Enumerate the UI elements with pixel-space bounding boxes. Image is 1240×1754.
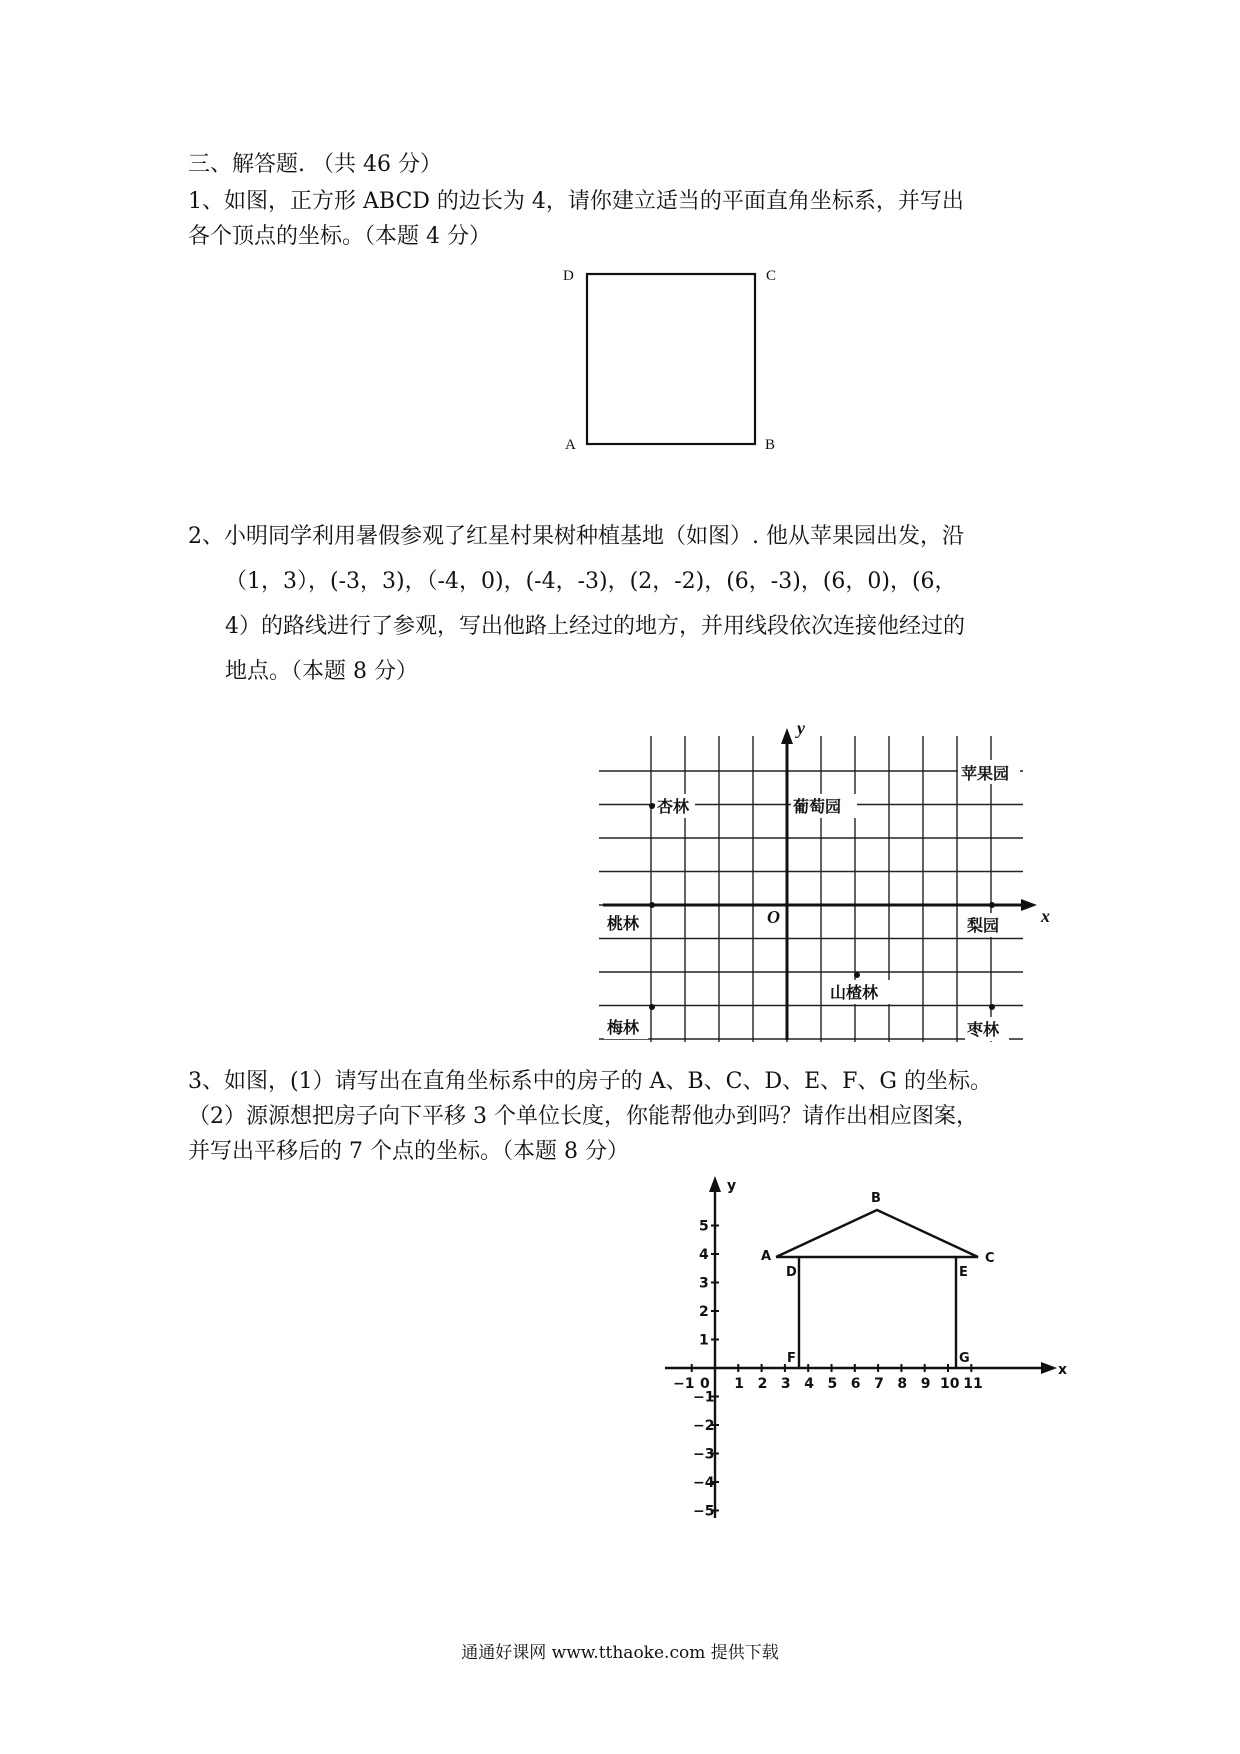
y-tick-label: −5	[693, 1503, 715, 1520]
vertex-label-d: D	[563, 268, 574, 284]
house-coordinate-figure	[665, 1168, 1068, 1528]
hawthorn-point	[854, 972, 860, 978]
q1-text-line-1: 1、如图，正方形 ABCD 的边长为 4，请你建立适当的平面直角坐标系，并写出	[188, 189, 964, 214]
x-tick-label: 11	[963, 1376, 983, 1392]
x-tick-label: 8	[897, 1376, 908, 1392]
x-tick-label: 0	[700, 1376, 710, 1392]
place-pear-garden: 梨园	[967, 916, 1000, 935]
vertex-label-b: B	[871, 1191, 881, 1206]
x-tick-label: 3	[780, 1376, 791, 1392]
place-jujube-grove: 枣林	[967, 1020, 1000, 1039]
y-tick-label: 1	[699, 1332, 709, 1349]
y-tick-label: 3	[699, 1275, 709, 1292]
place-apple-orchard: 苹果园	[961, 764, 1010, 783]
x-tick-label: 7	[874, 1376, 884, 1392]
vertex-label-g: G	[959, 1351, 970, 1366]
vertex-label-e: E	[959, 1265, 968, 1280]
pear-point	[989, 902, 995, 908]
x-tick-label: −1	[673, 1376, 695, 1392]
y-tick-label: 5	[699, 1218, 709, 1235]
q3-text-line-2: （2）源源想把房子向下平移 3 个单位长度，你能帮他办到吗？请作出相应图案，	[188, 1104, 978, 1129]
x-tick-label: 4	[804, 1376, 814, 1392]
x-tick-label: 10	[940, 1376, 960, 1392]
y-tick-label: −1	[693, 1389, 715, 1406]
x-tick-label: 5	[827, 1376, 838, 1392]
vertex-label-c: C	[985, 1251, 995, 1266]
q2-text-line-4: 地点。（本题 8 分）	[225, 659, 418, 684]
place-peach-grove: 桃林	[607, 914, 640, 933]
house-x-arrow-icon	[1041, 1362, 1057, 1374]
y-tick-label: 4	[699, 1247, 709, 1263]
vertex-label-a: A	[761, 1249, 772, 1264]
jujube-point	[989, 1004, 995, 1010]
orchard-x-label: x	[1041, 906, 1050, 926]
peach-point	[649, 902, 655, 908]
place-plum-grove: 梅林	[607, 1018, 640, 1037]
q2-text-line-2: （1，3），(-3，3)，（-4，0)，(-4，-3)，(2，-2)，(6，-3)，(6，0)，(6，	[225, 569, 957, 594]
vertex-label-b: B	[765, 437, 776, 453]
page-footer: 通通好课网 www.tthaoke.com 提供下载	[461, 1643, 779, 1663]
orchard-x-arrow-icon	[1021, 899, 1037, 911]
y-tick-label: −4	[693, 1475, 715, 1491]
place-grape-garden: 葡萄园	[793, 797, 842, 816]
orchard-map-figure	[595, 712, 1065, 1052]
x-tick-label: 2	[757, 1376, 768, 1392]
square-abcd	[587, 274, 755, 444]
house-y-label: y	[727, 1178, 737, 1194]
q2-text-line-1: 2、小明同学利用暑假参观了红星村果树种植基地（如图）. 他从苹果园出发，沿	[188, 524, 964, 549]
orchard-y-label: y	[797, 718, 805, 738]
y-tick-label: −3	[693, 1446, 715, 1463]
square-abcd-figure	[555, 262, 785, 462]
vertex-label-d: D	[786, 1265, 797, 1280]
house-roof	[776, 1210, 978, 1257]
house-y-arrow-icon	[709, 1176, 721, 1192]
q3-text-line-3: 并写出平移后的 7 个点的坐标。（本题 8 分）	[188, 1139, 629, 1164]
orchard-y-arrow-icon	[781, 728, 793, 744]
section-title: 三、解答题. （共 46 分）	[188, 152, 442, 177]
place-hawthorn-grove: 山楂林	[830, 983, 879, 1002]
x-tick-label: 1	[734, 1376, 745, 1392]
vertex-label-a: A	[565, 437, 576, 453]
x-tick-label: 6	[850, 1376, 861, 1392]
vertex-label-f: F	[787, 1351, 796, 1366]
y-tick-label: 2	[699, 1304, 709, 1320]
q3-text-line-1: 3、如图，(1）请写出在直角坐标系中的房子的 A、B、C、D、E、F、G 的坐标。	[188, 1069, 992, 1094]
house-x-label: x	[1058, 1362, 1068, 1378]
vertex-label-c: C	[766, 268, 777, 284]
q2-text-line-3: 4）的路线进行了参观，写出他路上经过的地方，并用线段依次连接他经过的	[225, 614, 965, 639]
y-tick-label: −2	[693, 1418, 715, 1434]
q1-text-line-2: 各个顶点的坐标。（本题 4 分）	[188, 224, 491, 249]
orchard-origin-label: O	[767, 907, 780, 927]
plum-point	[649, 1004, 655, 1010]
apricot-point	[649, 803, 655, 809]
place-apricot-grove: 杏林	[657, 797, 690, 816]
x-tick-label: 9	[920, 1376, 931, 1392]
